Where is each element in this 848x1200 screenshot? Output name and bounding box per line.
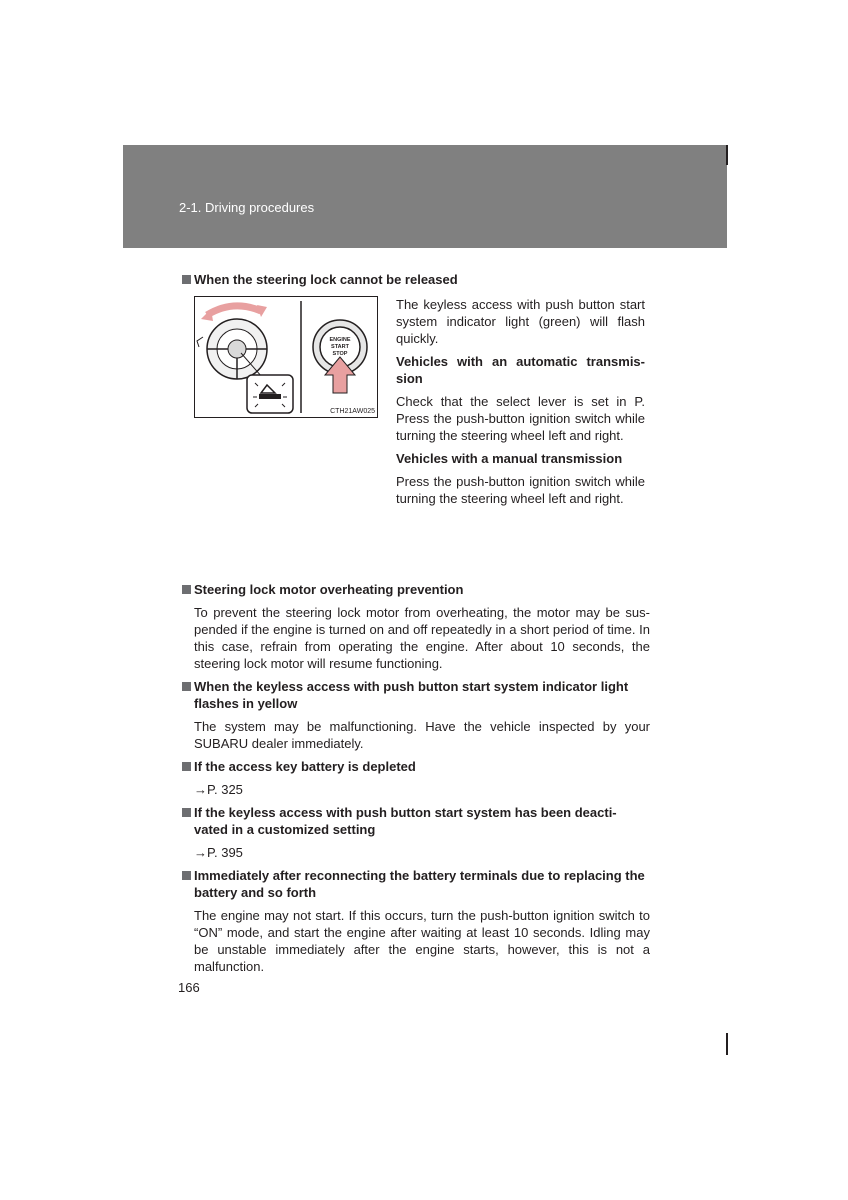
section-steering-lock [182,271,650,575]
page-number: 166 [178,980,200,995]
section-title: 2-1. Driving procedures [179,200,315,215]
header-band [123,145,727,248]
section-overheating [182,581,650,672]
side-text [396,296,645,513]
section-indicator-yellow [182,678,650,752]
figure-caption: CTH21AW025 [330,408,375,415]
page-reference[interactable]: →P. 325 [194,782,243,797]
side-paragraph: The keyless access with push button start system indicator light (green) will flash quickly. [396,297,645,346]
section-battery-depleted [182,758,650,798]
header-edge-mark [726,145,728,165]
section-body: The system may be malfunctioning. Have the vehicle inspected by your SUBARU dealer immediately. [194,719,650,751]
steering-illustration [194,296,378,418]
section-body: To prevent the steering lock motor from overheating, the motor may be sus-pended if the engine is turned on and off repeatedly in a short period of time. In this case, refrain from operating the engine. After about 10 seconds, the steering lock motor will resume functioning. [194,605,650,671]
section-heading: Steering lock motor overheating prevention [182,581,650,598]
button-label-engine: ENGINE [329,337,351,343]
rotate-arrow-icon [207,306,261,315]
arrow-head-left-icon [201,309,213,321]
figure-row [182,296,650,575]
section-heading: When the keyless access with push button start system indicator light flashes in yellow [182,678,650,712]
footer-edge-mark [726,1033,728,1055]
button-label-start: START [331,344,349,350]
side-subheading: Vehicles with a manual transmission [396,451,623,466]
page-content [182,271,650,981]
side-subheading: Vehicles with an automatic transmis-sion [396,354,645,386]
section-battery-reconnect [182,867,650,975]
side-paragraph: Check that the select lever is set in P. Press the push-button ignition switch while turning the steering wheel left and right. [396,394,645,443]
section-body: The engine may not start. If this occurs, turn the push-button ignition switch to “ON” mode, and start the engine after waiting at least 10 seconds. Idling may be unstable immediately after the engine starts, however, this is not a malfunction. [194,908,650,974]
steering-illustration-svg [195,297,377,417]
section-heading: When the steering lock cannot be released [182,271,650,288]
page-reference[interactable]: →P. 395 [194,845,243,860]
section-deactivated [182,804,650,861]
section-heading: Immediately after reconnecting the battery terminals due to replacing the battery and so forth [182,867,650,901]
section-heading: If the keyless access with push button start system has been deacti-vated in a customized setting [182,804,650,838]
button-label-stop: STOP [332,351,348,357]
side-paragraph: Press the push-button ignition switch while turning the steering wheel left and right. [396,474,645,506]
section-heading: If the access key battery is depleted [182,758,650,775]
